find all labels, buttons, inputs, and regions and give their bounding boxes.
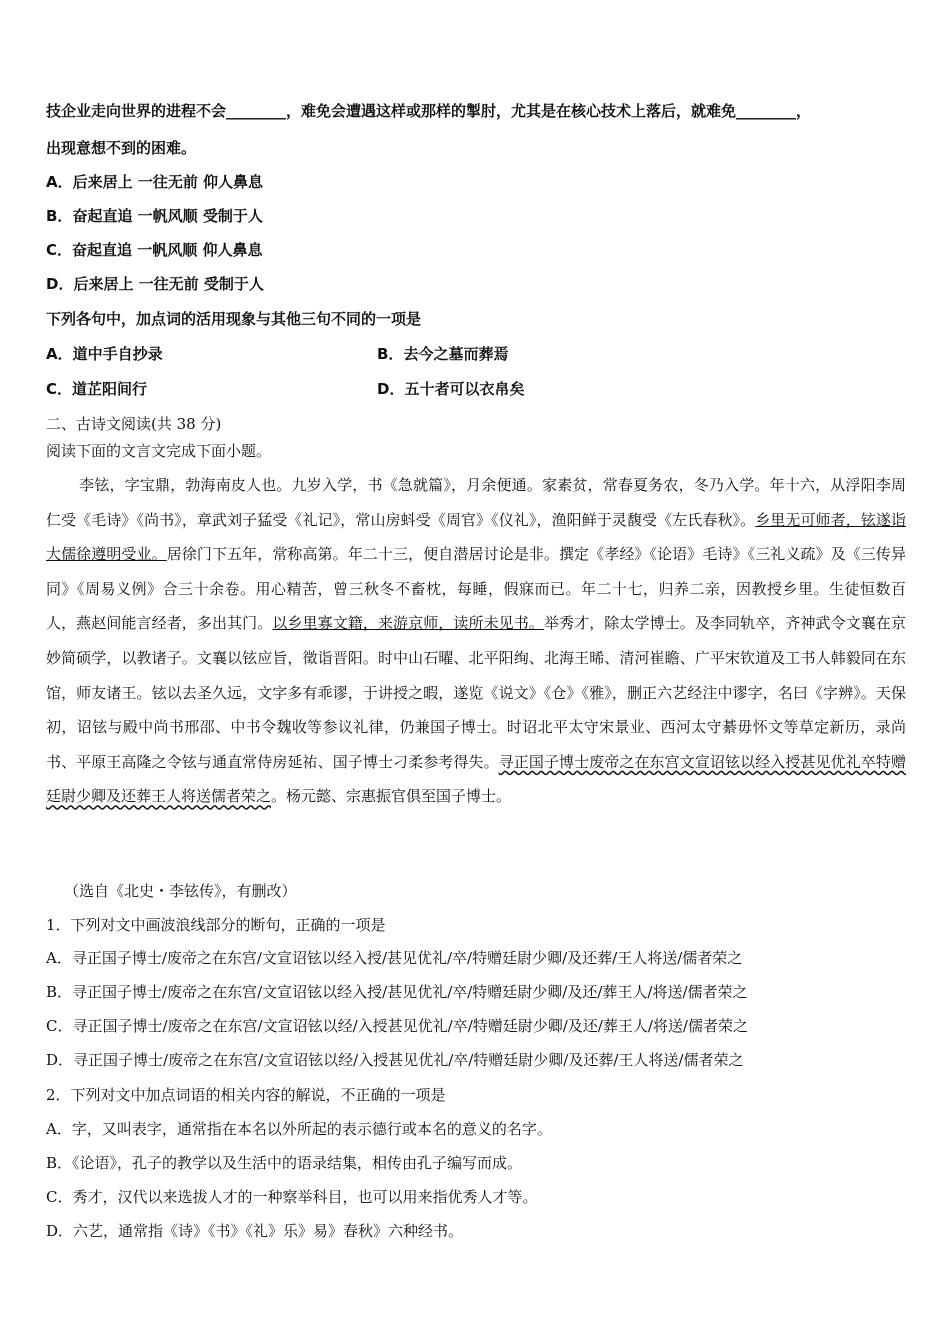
usage-option-b: B．去今之墓而葬焉 xyxy=(377,345,509,363)
q1-option-b: B．寻正国子博士/废帝之在东宫/文宣诏铉以经入授/甚见优礼/卒/特赠廷尉少卿/及还/葬王人/将送/儒者荣之 xyxy=(46,983,748,1001)
section-title: 二、古诗文阅读(共 38 分) xyxy=(46,415,222,433)
question-fill-line2: 出现意想不到的困难。 xyxy=(46,139,197,157)
underlined-sentence-1: 乡里无可师者，铉遂诣大儒徐遵明受业。 xyxy=(46,510,906,564)
question-fill-text-b: ，难免会遭遇这样或那样的掣肘，尤其是在核心技术上落后，就难免 xyxy=(286,102,737,120)
passage-text-4: 。杨元懿、宗惠振官俱至国子博士。 xyxy=(271,787,512,806)
q1-stem: 1．下列对文中画波浪线部分的断句，正确的一项是 xyxy=(46,916,386,934)
blank-2: ________ xyxy=(736,102,797,120)
fill-option-b: B．奋起直追 一帆风顺 受制于人 xyxy=(46,207,263,225)
fill-option-c: C．奋起直追 一帆风顺 仰人鼻息 xyxy=(46,241,263,259)
fill-option-a: A．后来居上 一往无前 仰人鼻息 xyxy=(46,173,264,191)
q2-option-d: D．六艺，通常指《诗》《书》《礼》乐》易》春秋》六种经书。 xyxy=(46,1222,464,1240)
wavy-underlined-sentence: 寻正国子博士废帝之在东宫文宣诏铉以经入授甚见优礼卒特赠廷尉少卿及还葬王人将送儒者荣之 xyxy=(46,752,906,806)
passage-text-2: 居徐门下五年，常称高第。年二十三，便自潜居讨论是非。撰定《孝经》《论语》毛诗》《三礼义疏》及《三传异同》《周易义例》合三十余卷。用心精苦，曾三秋冬不畜枕，每睡，假寐而已。年二十七，归养二亲，因教授乡里。生徒恒数百人，燕赵间能言经者，多出其门。 xyxy=(46,545,906,633)
passage-text-3: 举秀才，除太学博士。及李同轨卒，齐神武令文襄在京妙简硕学，以教诸子。文襄以铉应旨，徵诣晋阳。时中山石曜、北平阳绚、北海王晞、清河崔瞻、广平宋钦道及工书人韩毅同在东馆，师友诸王。铉以去圣久远，文字多有乖谬，于讲授之暇，遂览《说文》《仓》《雅》，删正六艺经注中谬字，名曰《字辨》。天保初，诏铉与殿中尚书邢邵、中书令魏收等参议礼律，仍兼国子博士。时诏北平太守宋景业、西河太守綦毋怀文等草定新历，录尚书、平原王高隆之令铉与通直常侍房延祐、国子博士刁柔参考得失。 xyxy=(46,614,906,771)
blank-1: ________ xyxy=(226,102,287,120)
q2-stem: 2．下列对文中加点词语的相关内容的解说，不正确的一项是 xyxy=(46,1086,446,1104)
fill-option-d: D．后来居上 一往无前 受制于人 xyxy=(46,275,264,293)
underlined-sentence-2: 以乡里寡文籍，来游京师，读所未见书。 xyxy=(272,614,544,633)
passage-text-1: 李铉，字宝鼎，勃海南皮人也。九岁入学，书《急就篇》，月余便通。家素贫，常春夏务农，冬乃入学。年十六，从浮阳李周仁受《毛诗》《尚书》，章武刘子猛受《礼记》，常山房蚪受《周官》《仪礼》，渔阳鲜于灵馥受《左氏春秋》。 xyxy=(46,476,906,529)
usage-option-c: C．道芷阳间行 xyxy=(46,380,148,398)
question-fill-text-c: ， xyxy=(796,102,812,120)
passage-source: （选自《北史・李铉传》，有删改） xyxy=(64,882,297,900)
q2-option-b: B．《论语》，孔子的教学以及生活中的语录结集，相传由孔子编写而成。 xyxy=(46,1154,523,1172)
usage-option-d: D．五十者可以衣帛矣 xyxy=(377,380,525,398)
question-fill-text-a: 技企业走向世界的进程不会 xyxy=(46,102,227,120)
section-intro: 阅读下面的文言文完成下面小题。 xyxy=(46,442,272,460)
q1-option-c: C．寻正国子博士/废帝之在东宫/文宣诏铉以经/入授甚见优礼/卒/特赠廷尉少卿/及还/葬王人/将送/儒者荣之 xyxy=(46,1017,748,1035)
usage-option-a: A．道中手自抄录 xyxy=(46,345,163,363)
q2-option-c: C．秀才，汉代以来选拔人才的一种察举科目，也可以用来指优秀人才等。 xyxy=(46,1188,538,1206)
q1-option-d: D．寻正国子博士/废帝之在东宫/文宣诏铉以经/入授甚见优礼/卒/特赠廷尉少卿/及还葬/王人将送/儒者荣之 xyxy=(46,1051,744,1069)
question-fill-line1 xyxy=(46,101,811,121)
usage-question-stem: 下列各句中，加点词的活用现象与其他三句不同的一项是 xyxy=(46,310,422,328)
q1-option-a: A．寻正国子博士/废帝之在东宫/文宣诏铉以经入授/甚见优礼/卒/特赠廷尉少卿/及还葬/王人将送/儒者荣之 xyxy=(46,949,743,967)
classical-passage xyxy=(46,468,906,814)
q2-option-a: A．字，又叫表字，通常指在本名以外所起的表示德行或本名的意义的名字。 xyxy=(46,1120,552,1138)
